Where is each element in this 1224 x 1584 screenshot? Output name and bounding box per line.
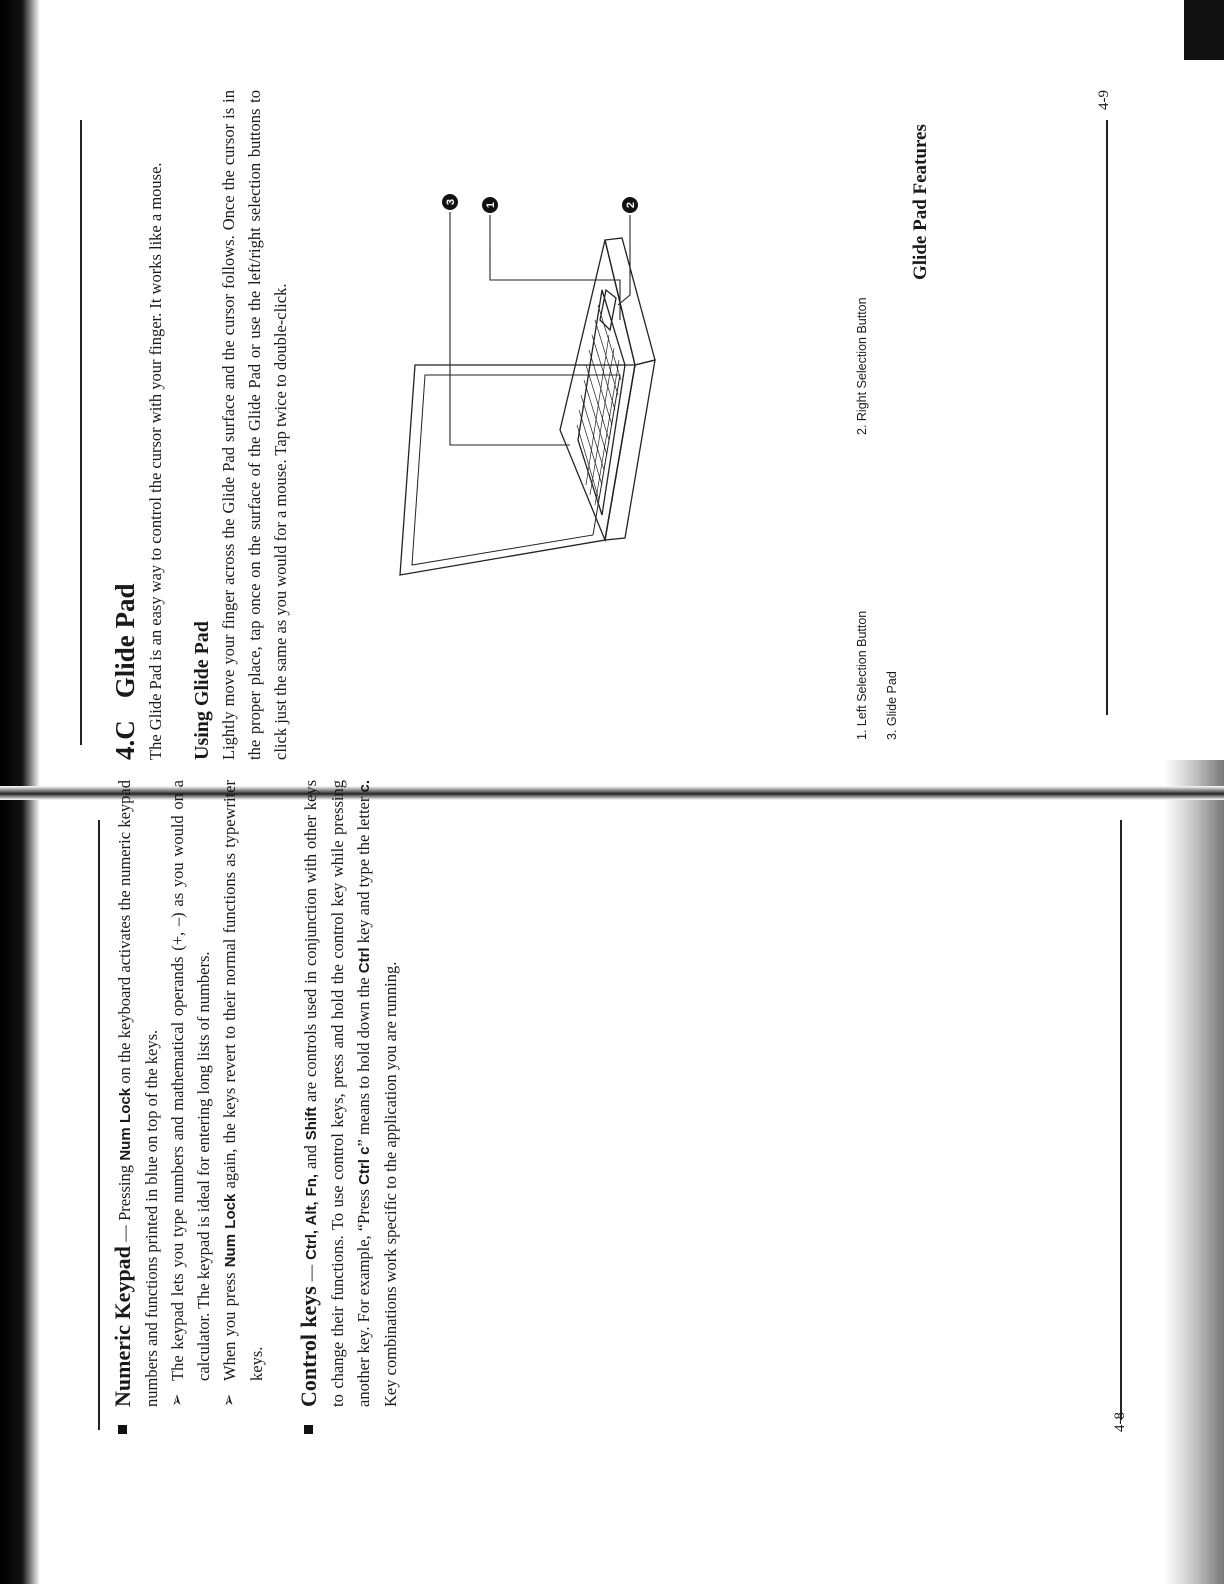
- laptop-figure: [380, 160, 860, 760]
- control-keys-text-4: Key combinations work specific to the application you are running.: [381, 961, 400, 1407]
- sub-bullet-1: [165, 780, 217, 1407]
- top-page-header-rule: [80, 120, 82, 745]
- control-keys-text-2: ” means to hold down the: [354, 973, 373, 1147]
- sub-bullet-1-text: The keypad lets you type numbers and mathematical operands (+, –) as you would on a calculator. The keypad is ideal for entering long lists of numbers.: [168, 780, 213, 1381]
- page-number-right: 4-9: [1096, 90, 1112, 110]
- bullet-square: [118, 1425, 127, 1434]
- bullet-square: [304, 1425, 313, 1434]
- callout-2: 2: [625, 201, 637, 209]
- caption-1: 1. Left Selection Button: [855, 610, 869, 740]
- caption-2: 2. Right Selection Button: [855, 297, 869, 435]
- dash-text: — Pressing: [115, 1160, 134, 1247]
- arrow-bullet-icon: ➢: [169, 1393, 186, 1407]
- section-heading: [110, 90, 141, 760]
- intro-paragraph: The Glide Pad is an easy way to control the cursor with your finger. It works like a mouse.: [146, 162, 165, 760]
- letter-c-key: c.: [356, 779, 373, 793]
- ctrl-key: Ctrl: [356, 947, 373, 974]
- control-keys-title: Control keys: [296, 1286, 321, 1407]
- callout-1: 1: [485, 201, 497, 209]
- arrow-bullet-icon: ➢: [221, 1393, 238, 1407]
- sub-bullet-2: [217, 780, 270, 1407]
- and-text: and: [301, 1140, 320, 1174]
- section-title: Glide Pad: [110, 583, 140, 699]
- num-lock-key-2: Num Lock: [222, 1193, 239, 1268]
- scan-corner-mark: [1184, 0, 1224, 60]
- scan-edge-right: [1164, 760, 1224, 1584]
- numeric-keypad-title: Numeric Keypad: [110, 1246, 135, 1407]
- bullet-control-keys: [296, 780, 404, 1440]
- caption-3: 3. Glide Pad: [885, 671, 899, 740]
- page-4-8: [110, 780, 1130, 1440]
- section-number: 4.C: [110, 720, 140, 760]
- page-4-9: [110, 90, 1130, 760]
- ctrl-c-key: Ctrl c: [356, 1146, 373, 1185]
- control-keys-text-3: key and type the letter: [354, 792, 373, 948]
- body-paragraph: Lightly move your finger across the Glide Pad surface and the cursor follows. Once the cursor is in the proper place, tap once on the surface of the Glide Pad or use the left/right selection buttons to click just the same as you would for a mouse. Tap twice to double-click.: [219, 90, 290, 760]
- num-lock-key: Num Lock: [117, 1087, 134, 1161]
- shift-key: Shift: [303, 1106, 320, 1141]
- page-number-left: 4-8: [1112, 1412, 1128, 1432]
- sub-bullet-2-post: again, the keys revert to their normal functions as typewriter keys.: [220, 780, 266, 1381]
- callout-3: 3: [445, 198, 457, 206]
- bullet-numeric-keypad: [110, 780, 270, 1440]
- ctrl-alt-fn-keys: Ctrl, Alt, Fn,: [303, 1173, 320, 1260]
- dash-text: —: [301, 1259, 320, 1287]
- sub-bullet-2-pre: When you press: [220, 1267, 239, 1381]
- figure-title: Glide Pad Features: [910, 124, 931, 280]
- numeric-keypad-text: on the keyboard activates the numeric keypad numbers and functions printed in blue on top of the keys.: [115, 779, 161, 1407]
- bottom-page-header-rule: [98, 820, 100, 1430]
- subheading: Using Glide Pad: [191, 621, 213, 760]
- control-keys-text-1: are controls used in conjunction with other keys to change their functions. To use control keys, press and hold the control key while pressing another key. For example, “Press: [301, 779, 373, 1407]
